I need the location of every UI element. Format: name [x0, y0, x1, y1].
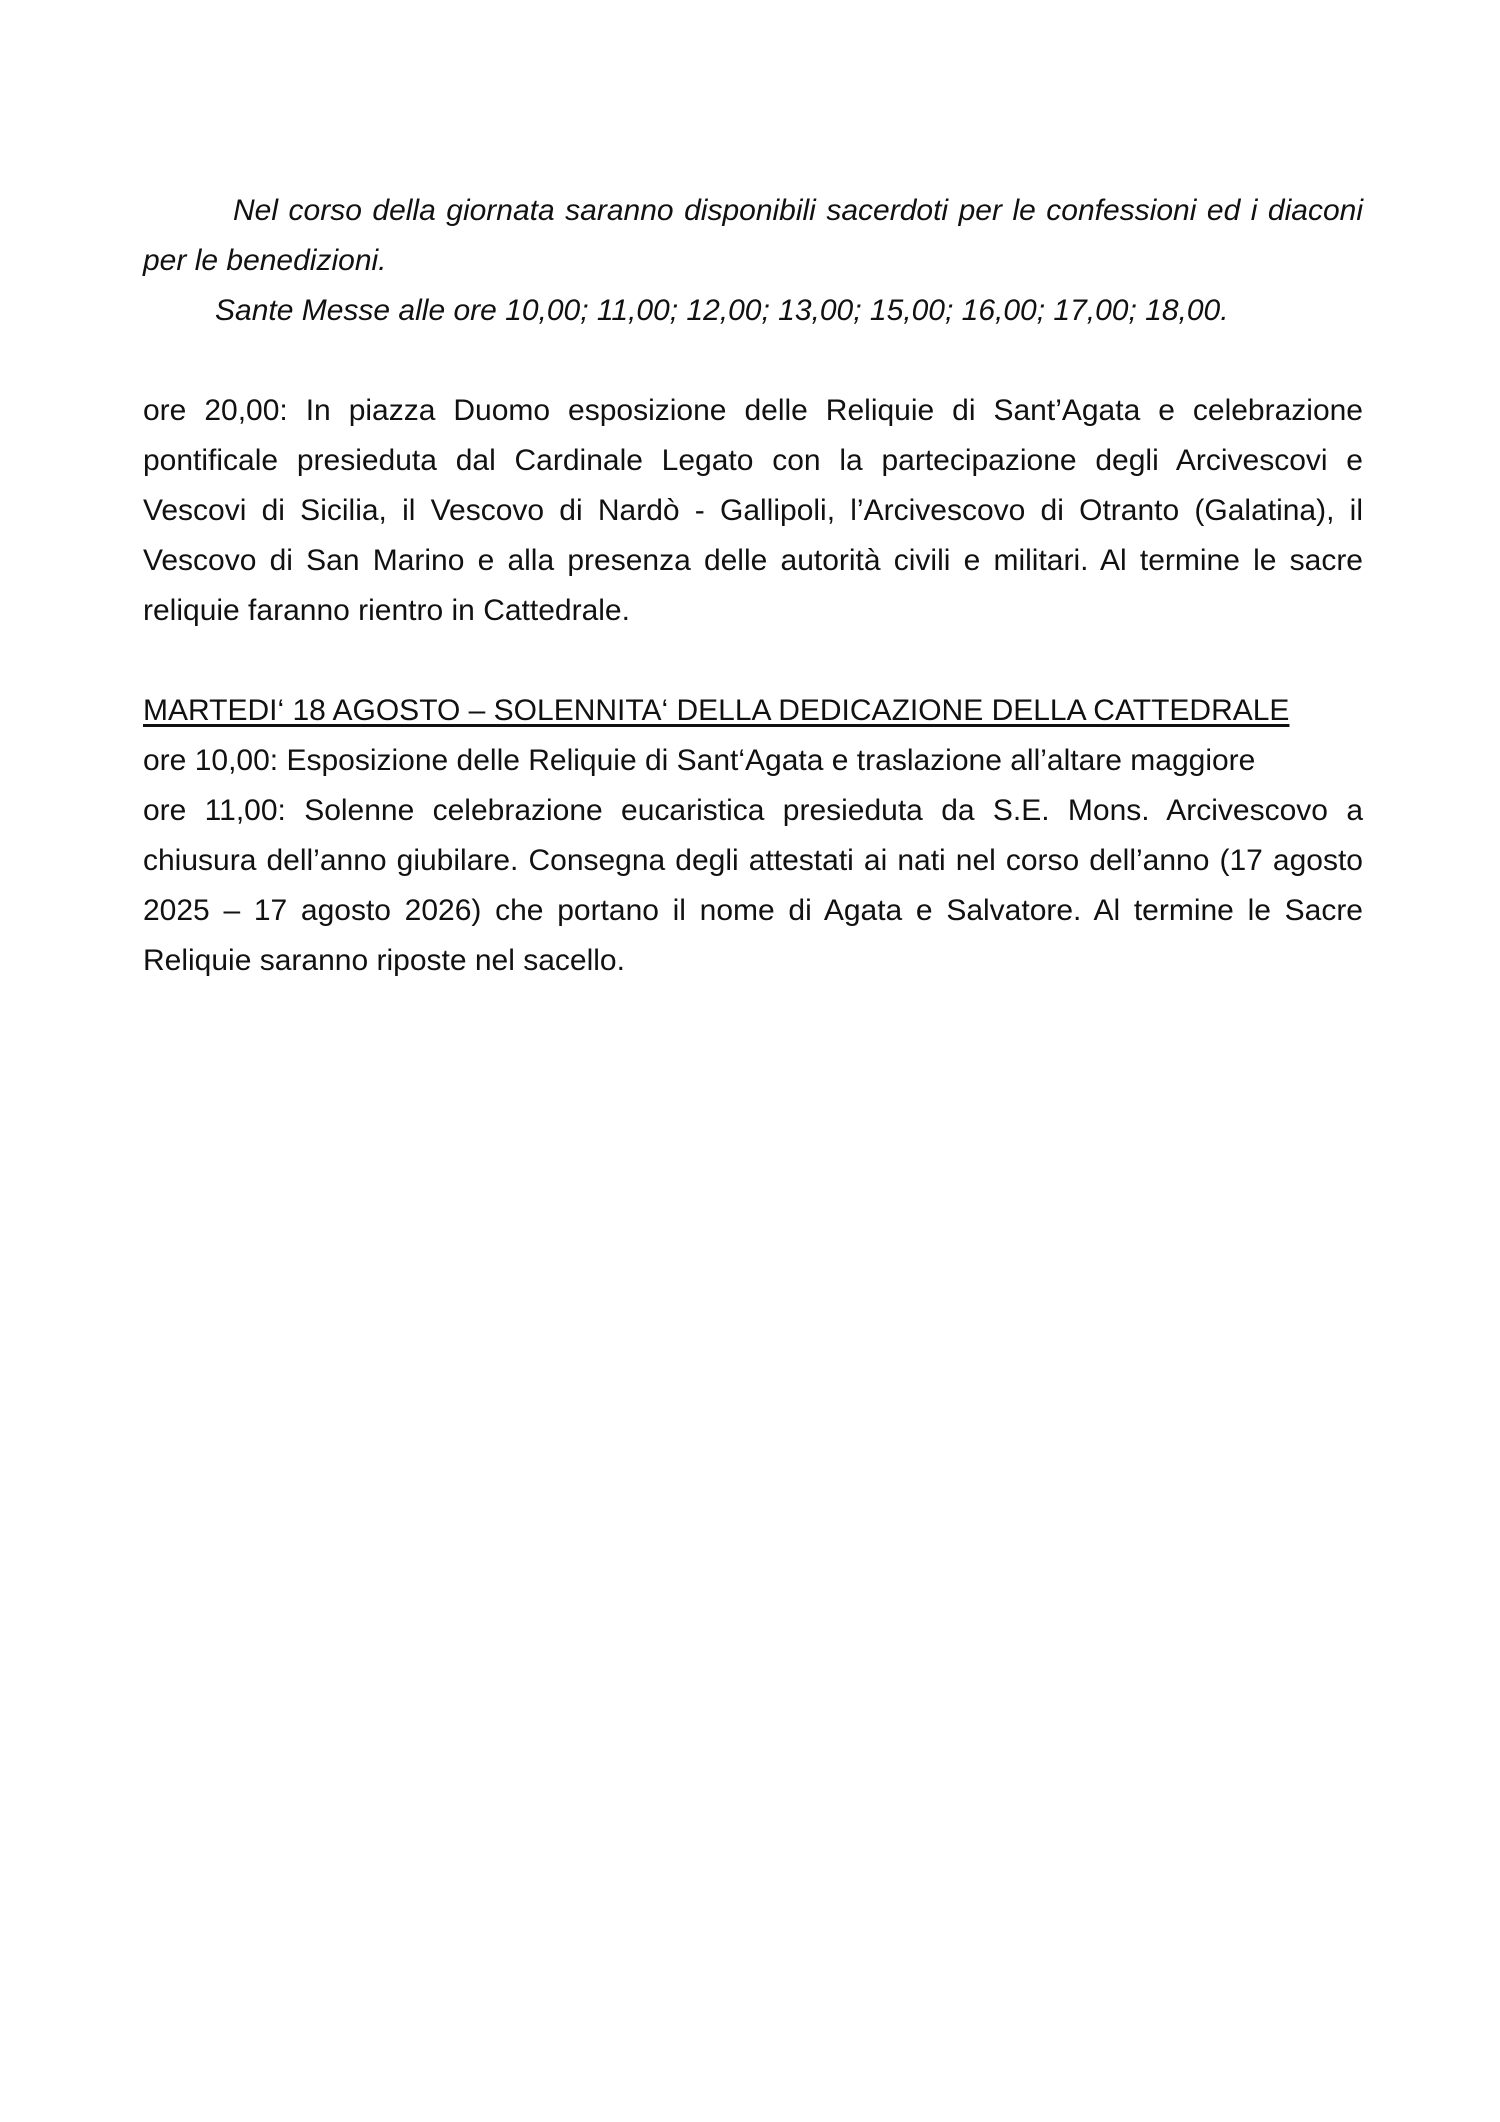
program-item-1100: ore 11,00: Solenne celebrazione eucaristica presieduta da S.E. Mons. Arcivescovo a chiusura dell’anno giubilare. Consegna degli attestati ai nati nel corso dell’anno (17 agosto 2025 – 17 agosto 2026) che portano il nome di Agata e Salvatore. Al termine le Sacre Reliquie saranno riposte nel sacello.	[143, 794, 1363, 977]
document-body	[143, 186, 1363, 986]
intro-block	[143, 186, 1363, 336]
intro-masses-paragraph: Sante Messe alle ore 10,00; 11,00; 12,00; 13,00; 15,00; 16,00; 17,00; 18,00.	[215, 294, 1229, 327]
spacer	[143, 336, 1363, 386]
evening-celebration-paragraph: ore 20,00: In piazza Duomo esposizione delle Reliquie di Sant’Agata e celebrazione pontificale presieduta dal Cardinale Legato con la partecipazione degli Arcivescovi e Vescovi di Sicilia, il Vescovo di Nardò - Gallipoli, l’Arcivescovo di Otranto (Galatina), il Vescovo di San Marino e alla presenza delle autorità civili e militari. Al termine le sacre reliquie faranno rientro in Cattedrale.	[143, 394, 1363, 627]
spacer	[143, 636, 1363, 686]
program-item-1000: ore 10,00: Esposizione delle Reliquie di Sant‘Agata e traslazione all’altare maggiore	[143, 744, 1256, 777]
intro-confessions-paragraph: Nel corso della giornata saranno disponibili sacerdoti per le confessioni ed i diaconi per le benedizioni.	[143, 194, 1363, 277]
section-heading: MARTEDI‘ 18 AGOSTO – SOLENNITA‘ DELLA DEDICAZIONE DELLA CATTEDRALE	[143, 694, 1290, 727]
